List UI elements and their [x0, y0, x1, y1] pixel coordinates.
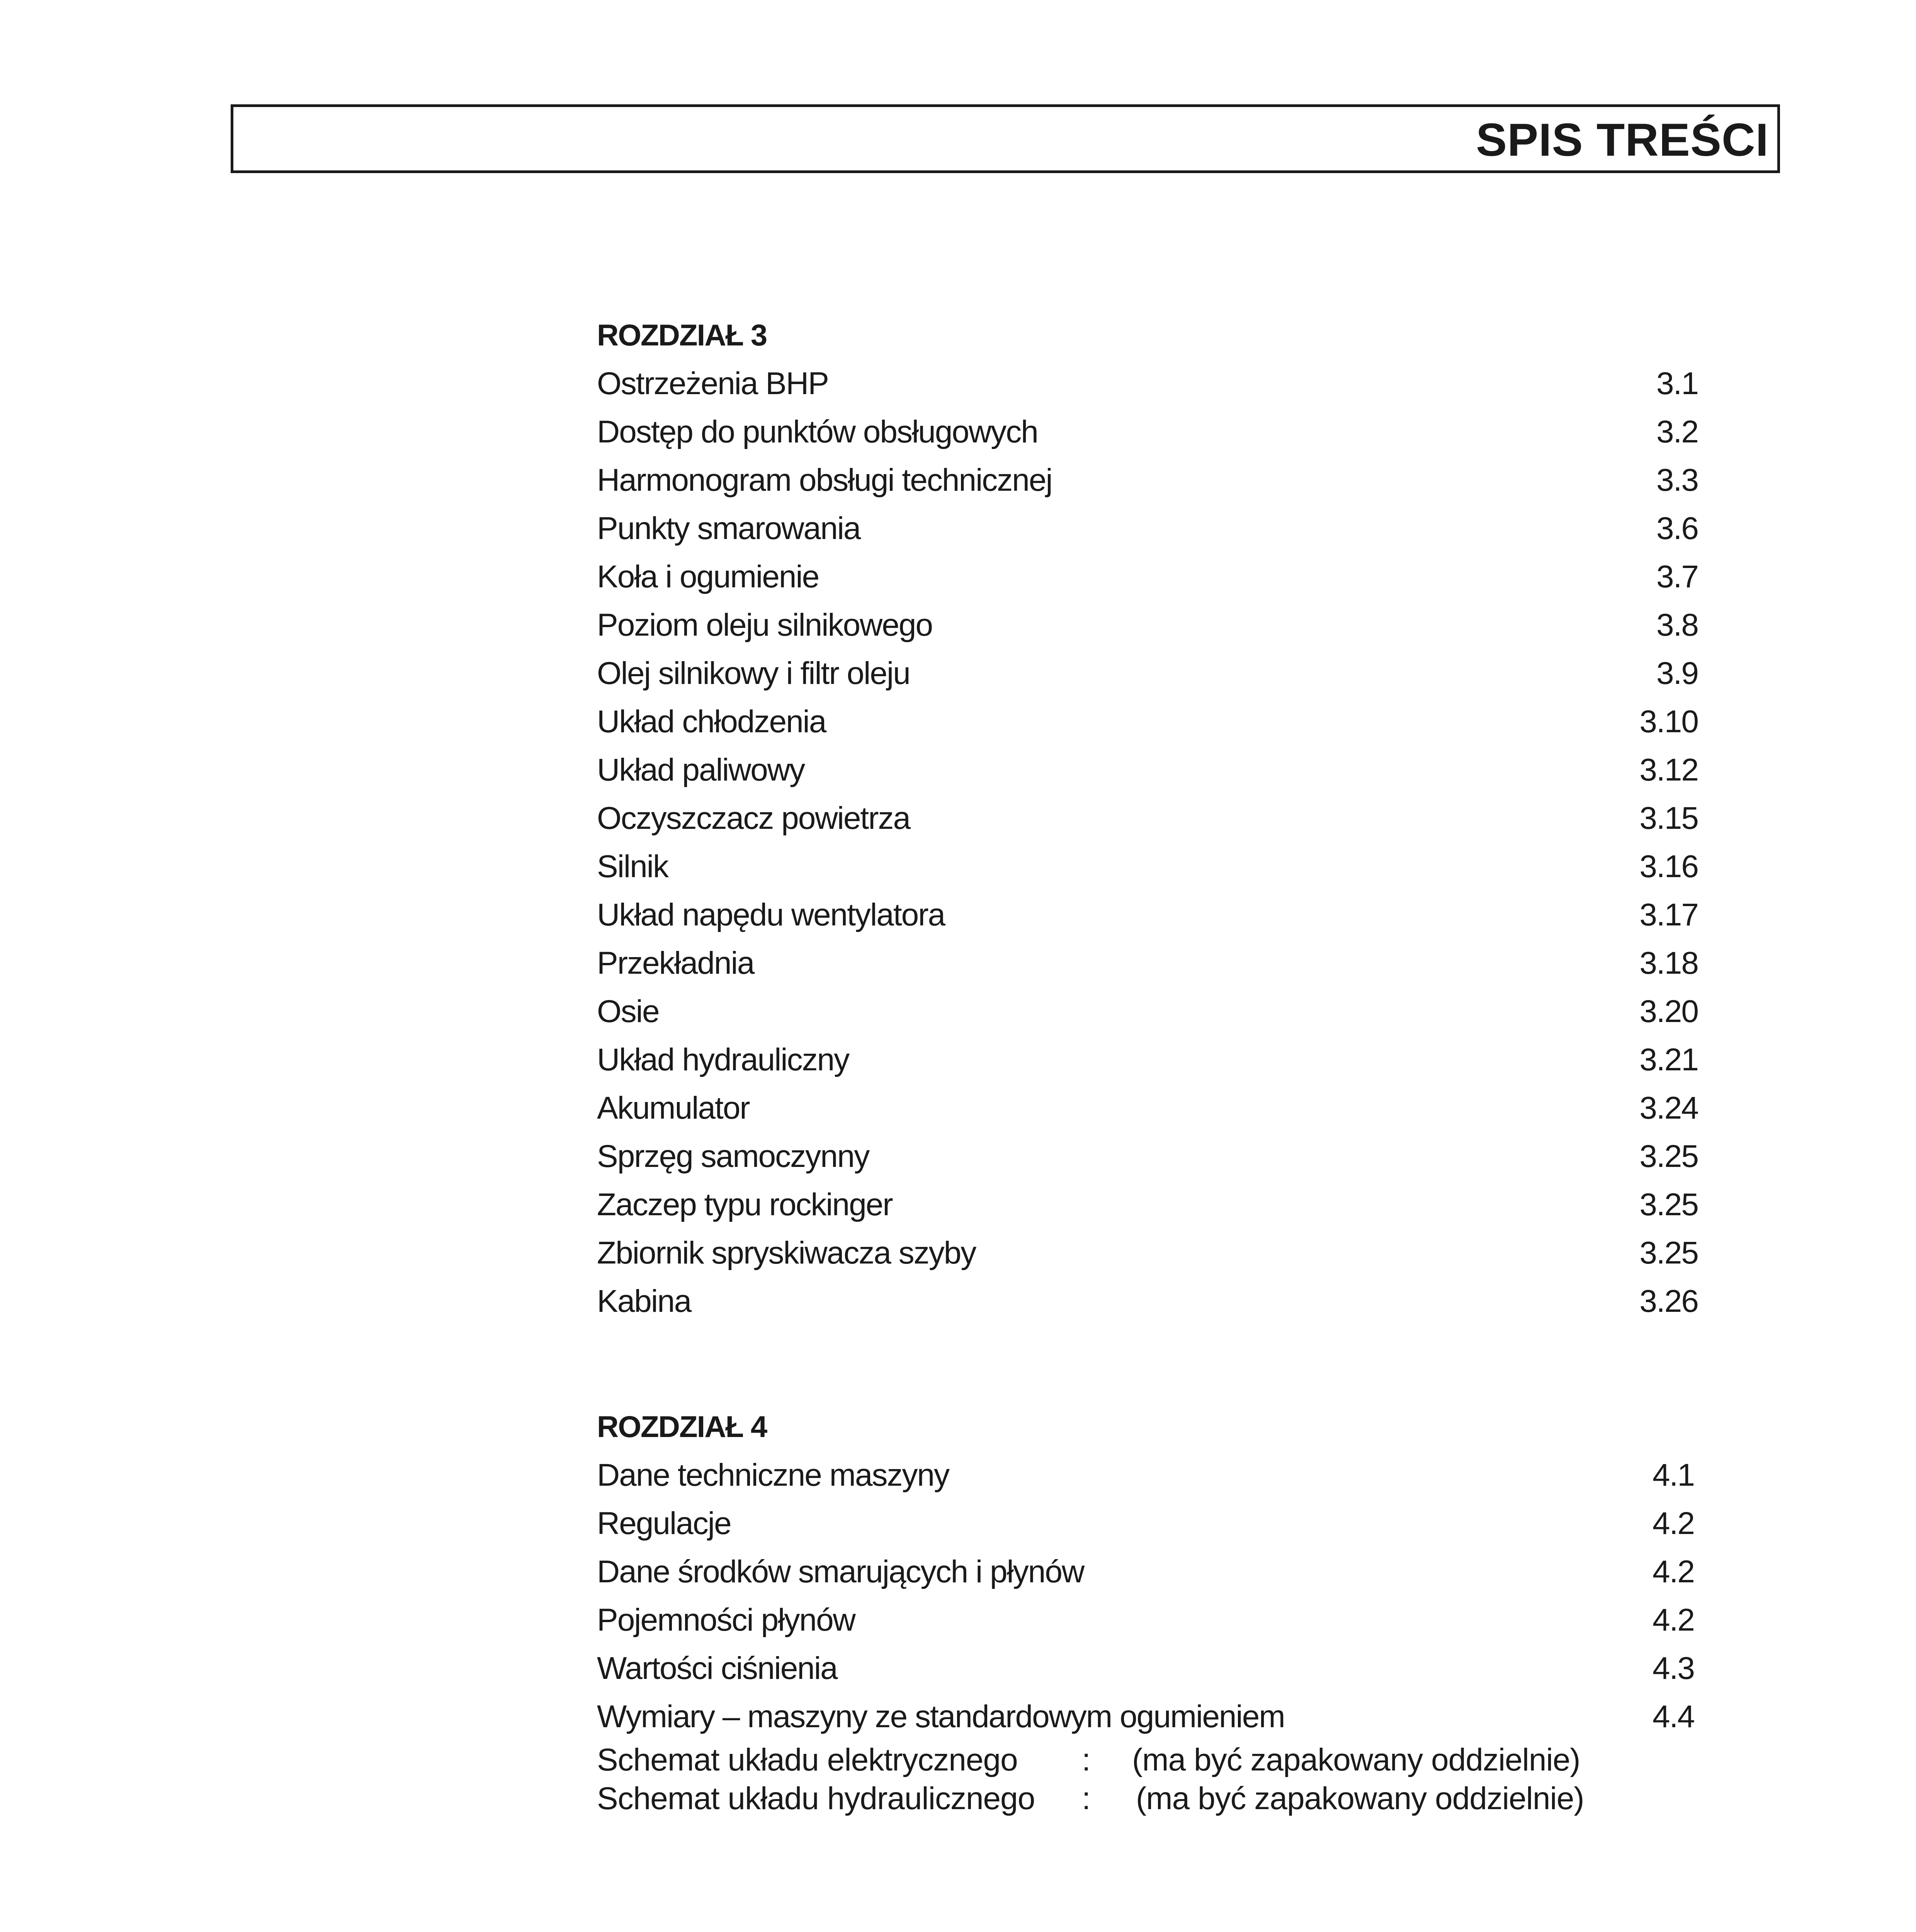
schema-separator: : [1082, 1742, 1090, 1777]
toc-entry-label: Zbiornik spryskiwacza szyby [597, 1235, 976, 1270]
toc-entry-page: 4.3 [1652, 1651, 1694, 1686]
toc-entry[interactable] [597, 456, 1698, 504]
section-title: ROZDZIAŁ 3 [597, 318, 767, 352]
schema-entry [597, 1741, 1694, 1779]
toc-entry-page: 3.21 [1639, 1042, 1698, 1077]
toc-entry-page: 3.26 [1639, 1284, 1698, 1319]
toc-entry-page: 3.16 [1639, 849, 1698, 884]
toc-entry[interactable] [597, 746, 1698, 794]
toc-entry[interactable] [597, 939, 1698, 987]
toc-entry-page: 3.24 [1639, 1090, 1698, 1126]
toc-entry-page: 4.4 [1652, 1699, 1694, 1734]
toc-entry-label: Silnik [597, 849, 668, 884]
toc-entry-label: Sprzęg samoczynny [597, 1139, 869, 1174]
toc-entry-page: 3.18 [1639, 946, 1698, 981]
schema-note: (ma być zapakowany oddzielnie) [1132, 1742, 1580, 1777]
toc-entry-label: Regulacje [597, 1506, 731, 1541]
section-chapter-4 [597, 1403, 1694, 1818]
toc-entry-label: Kabina [597, 1284, 691, 1319]
toc-entry[interactable] [597, 1596, 1694, 1644]
toc-entry-label: Zaczep typu rockinger [597, 1187, 893, 1222]
toc-entry[interactable] [597, 1451, 1694, 1499]
toc-entry-page: 3.25 [1639, 1139, 1698, 1174]
toc-entry[interactable] [597, 1644, 1694, 1692]
toc-entry-page: 3.10 [1639, 704, 1698, 739]
toc-entry[interactable] [597, 1548, 1694, 1596]
toc-entry-page: 3.2 [1656, 414, 1698, 449]
toc-entry-page: 3.25 [1639, 1235, 1698, 1270]
toc-entry[interactable] [597, 794, 1698, 842]
schema-note: (ma być zapakowany oddzielnie) [1136, 1781, 1584, 1816]
schema-entry [597, 1779, 1694, 1818]
toc-entry-label: Olej silnikowy i filtr oleju [597, 656, 910, 691]
toc-entry-page: 4.2 [1652, 1506, 1694, 1541]
toc-entry-label: Dane techniczne maszyny [597, 1458, 949, 1493]
page-title: SPIS TREŚCI [1476, 114, 1769, 166]
toc-entry[interactable] [597, 359, 1698, 408]
toc-entry-label: Układ paliwowy [597, 752, 805, 787]
toc-entry-page: 4.2 [1652, 1554, 1694, 1589]
toc-entry-label: Akumulator [597, 1090, 750, 1126]
toc-entry-page: 3.3 [1656, 463, 1698, 498]
toc-entry[interactable] [597, 891, 1698, 939]
toc-entry-label: Układ napędu wentylatora [597, 897, 945, 932]
toc-entry-label: Układ hydrauliczny [597, 1042, 849, 1077]
toc-entry[interactable] [597, 1132, 1698, 1180]
toc-entry-label: Punkty smarowania [597, 511, 860, 546]
schema-label: Schemat układu hydraulicznego [597, 1781, 1035, 1816]
toc-entry-label: Osie [597, 994, 659, 1029]
toc-entry-label: Dane środków smarujących i płynów [597, 1554, 1084, 1589]
toc-entry[interactable] [597, 504, 1698, 553]
section-title: ROZDZIAŁ 4 [597, 1410, 767, 1444]
toc-entry-page: 3.6 [1656, 511, 1698, 546]
toc-entry-page: 3.17 [1639, 897, 1698, 932]
toc-entry[interactable] [597, 1499, 1694, 1548]
toc-entry[interactable] [597, 987, 1698, 1036]
toc-entry[interactable] [597, 1084, 1698, 1132]
section-chapter-3 [597, 311, 1698, 1325]
toc-entry-label: Oczyszczacz powietrza [597, 801, 910, 836]
toc-entry-page: 3.20 [1639, 994, 1698, 1029]
toc-entry-page: 3.7 [1656, 559, 1698, 594]
toc-entry-page: 3.12 [1639, 752, 1698, 787]
toc-entry-label: Harmonogram obsługi technicznej [597, 463, 1052, 498]
schema-separator: : [1082, 1781, 1090, 1816]
header-box [231, 104, 1780, 173]
toc-entry-label: Pojemności płynów [597, 1602, 855, 1638]
toc-entry-label: Ostrzeżenia BHP [597, 366, 828, 401]
toc-entry-label: Poziom oleju silnikowego [597, 607, 933, 643]
toc-entry-label: Wartości ciśnienia [597, 1651, 837, 1686]
toc-entry-label: Układ chłodzenia [597, 704, 826, 739]
toc-entry[interactable] [597, 408, 1698, 456]
toc-entry[interactable] [597, 1229, 1698, 1277]
toc-entry-label: Wymiary – maszyny ze standardowym ogumieniem [597, 1699, 1285, 1734]
toc-entry[interactable] [597, 649, 1698, 697]
toc-entry-page: 4.1 [1652, 1458, 1694, 1493]
toc-entry[interactable] [597, 1277, 1698, 1325]
toc-entry-label: Koła i ogumienie [597, 559, 819, 594]
toc-entry-page: 3.15 [1639, 801, 1698, 836]
toc-entry-page: 3.25 [1639, 1187, 1698, 1222]
toc-entry-page: 3.9 [1656, 656, 1698, 691]
toc-entry[interactable] [597, 1692, 1694, 1741]
toc-entry[interactable] [597, 1180, 1698, 1229]
toc-entry-label: Dostęp do punktów obsługowych [597, 414, 1038, 449]
toc-entry-page: 4.2 [1652, 1602, 1694, 1638]
toc-entry-page: 3.1 [1656, 366, 1698, 401]
toc-entry-label: Przekładnia [597, 946, 754, 981]
toc-entry[interactable] [597, 553, 1698, 601]
toc-entry[interactable] [597, 601, 1698, 649]
toc-entry[interactable] [597, 1036, 1698, 1084]
schema-label: Schemat układu elektrycznego [597, 1742, 1018, 1777]
toc-entry[interactable] [597, 842, 1698, 891]
toc-entry[interactable] [597, 697, 1698, 746]
toc-entry-page: 3.8 [1656, 607, 1698, 643]
